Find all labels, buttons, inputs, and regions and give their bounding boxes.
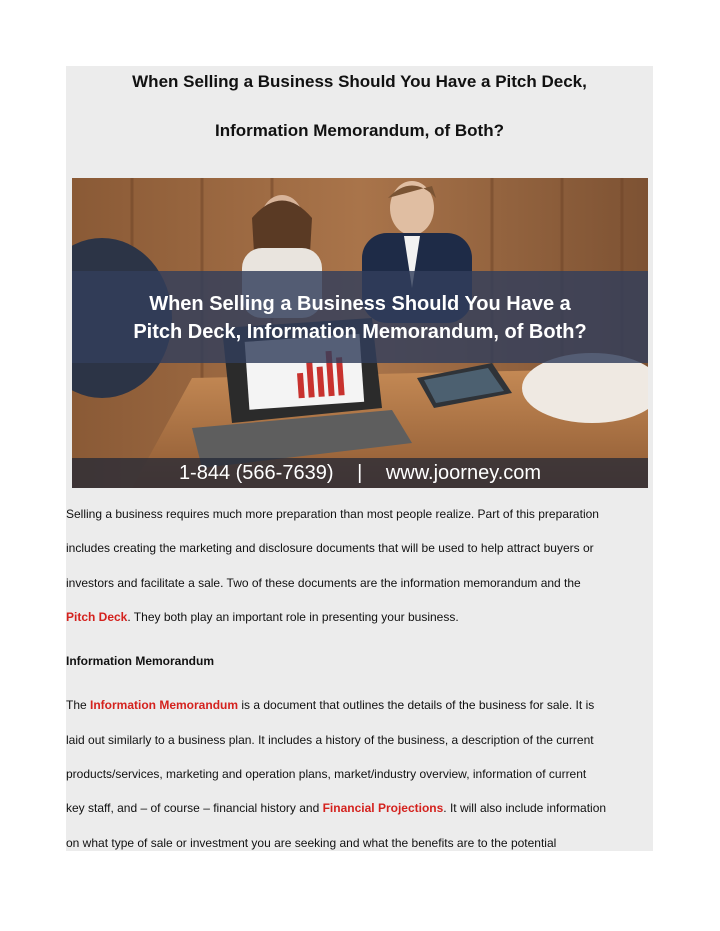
hero-contact-bar bbox=[72, 458, 648, 488]
im-line-2: laid out similarly to a business plan. It includes a history of the business, a description of the current bbox=[66, 733, 594, 747]
document-title-line-2: Information Memorandum, of Both? bbox=[215, 121, 504, 140]
im-line-5: on what type of sale or investment you are seeking and what the benefits are to the potential bbox=[66, 836, 557, 850]
intro-line-3: investors and facilitate a sale. Two of these documents are the information memorandum and the bbox=[66, 576, 581, 590]
information-memorandum-link[interactable]: Information Memorandum bbox=[90, 698, 239, 712]
financial-projections-link[interactable]: Financial Projections bbox=[322, 801, 444, 815]
intro-line-1: Selling a business requires much more preparation than most people realize. Part of this preparation bbox=[66, 507, 599, 521]
im-line-1-start: The bbox=[66, 698, 91, 712]
im-line-1 bbox=[66, 698, 656, 712]
intro-line-2: includes creating the marketing and disclosure documents that will be used to help attract buyers or bbox=[66, 541, 594, 555]
intro-line-4 bbox=[66, 610, 656, 624]
hero-overlay-line-1: When Selling a Business Should You Have a bbox=[149, 293, 571, 315]
pitch-deck-link[interactable]: Pitch Deck bbox=[66, 610, 128, 624]
phone-number: 1-844 (566-7639) bbox=[178, 462, 334, 484]
document-title-line-1: When Selling a Business Should You Have a Pitch Deck, bbox=[132, 72, 587, 91]
website-url: www.joorney.com bbox=[385, 462, 542, 484]
section-heading: Information Memorandum bbox=[66, 654, 215, 668]
im-line-3: products/services, marketing and operation plans, market/industry overview, information of current bbox=[66, 767, 587, 781]
im-line-4 bbox=[66, 801, 656, 815]
im-line-4-start: key staff, and – of course – financial history and bbox=[66, 801, 323, 815]
hero-image bbox=[72, 178, 648, 488]
contact-separator: | bbox=[357, 462, 363, 484]
im-line-1-rest: is a document that outlines the details of the business for sale. It is bbox=[238, 698, 595, 712]
hero-overlay-line-2: Pitch Deck, Information Memorandum, of Both? bbox=[133, 321, 587, 343]
im-line-4-rest: . It will also include information bbox=[443, 801, 607, 815]
intro-line-4-text: . They both play an important role in presenting your business. bbox=[127, 610, 459, 624]
